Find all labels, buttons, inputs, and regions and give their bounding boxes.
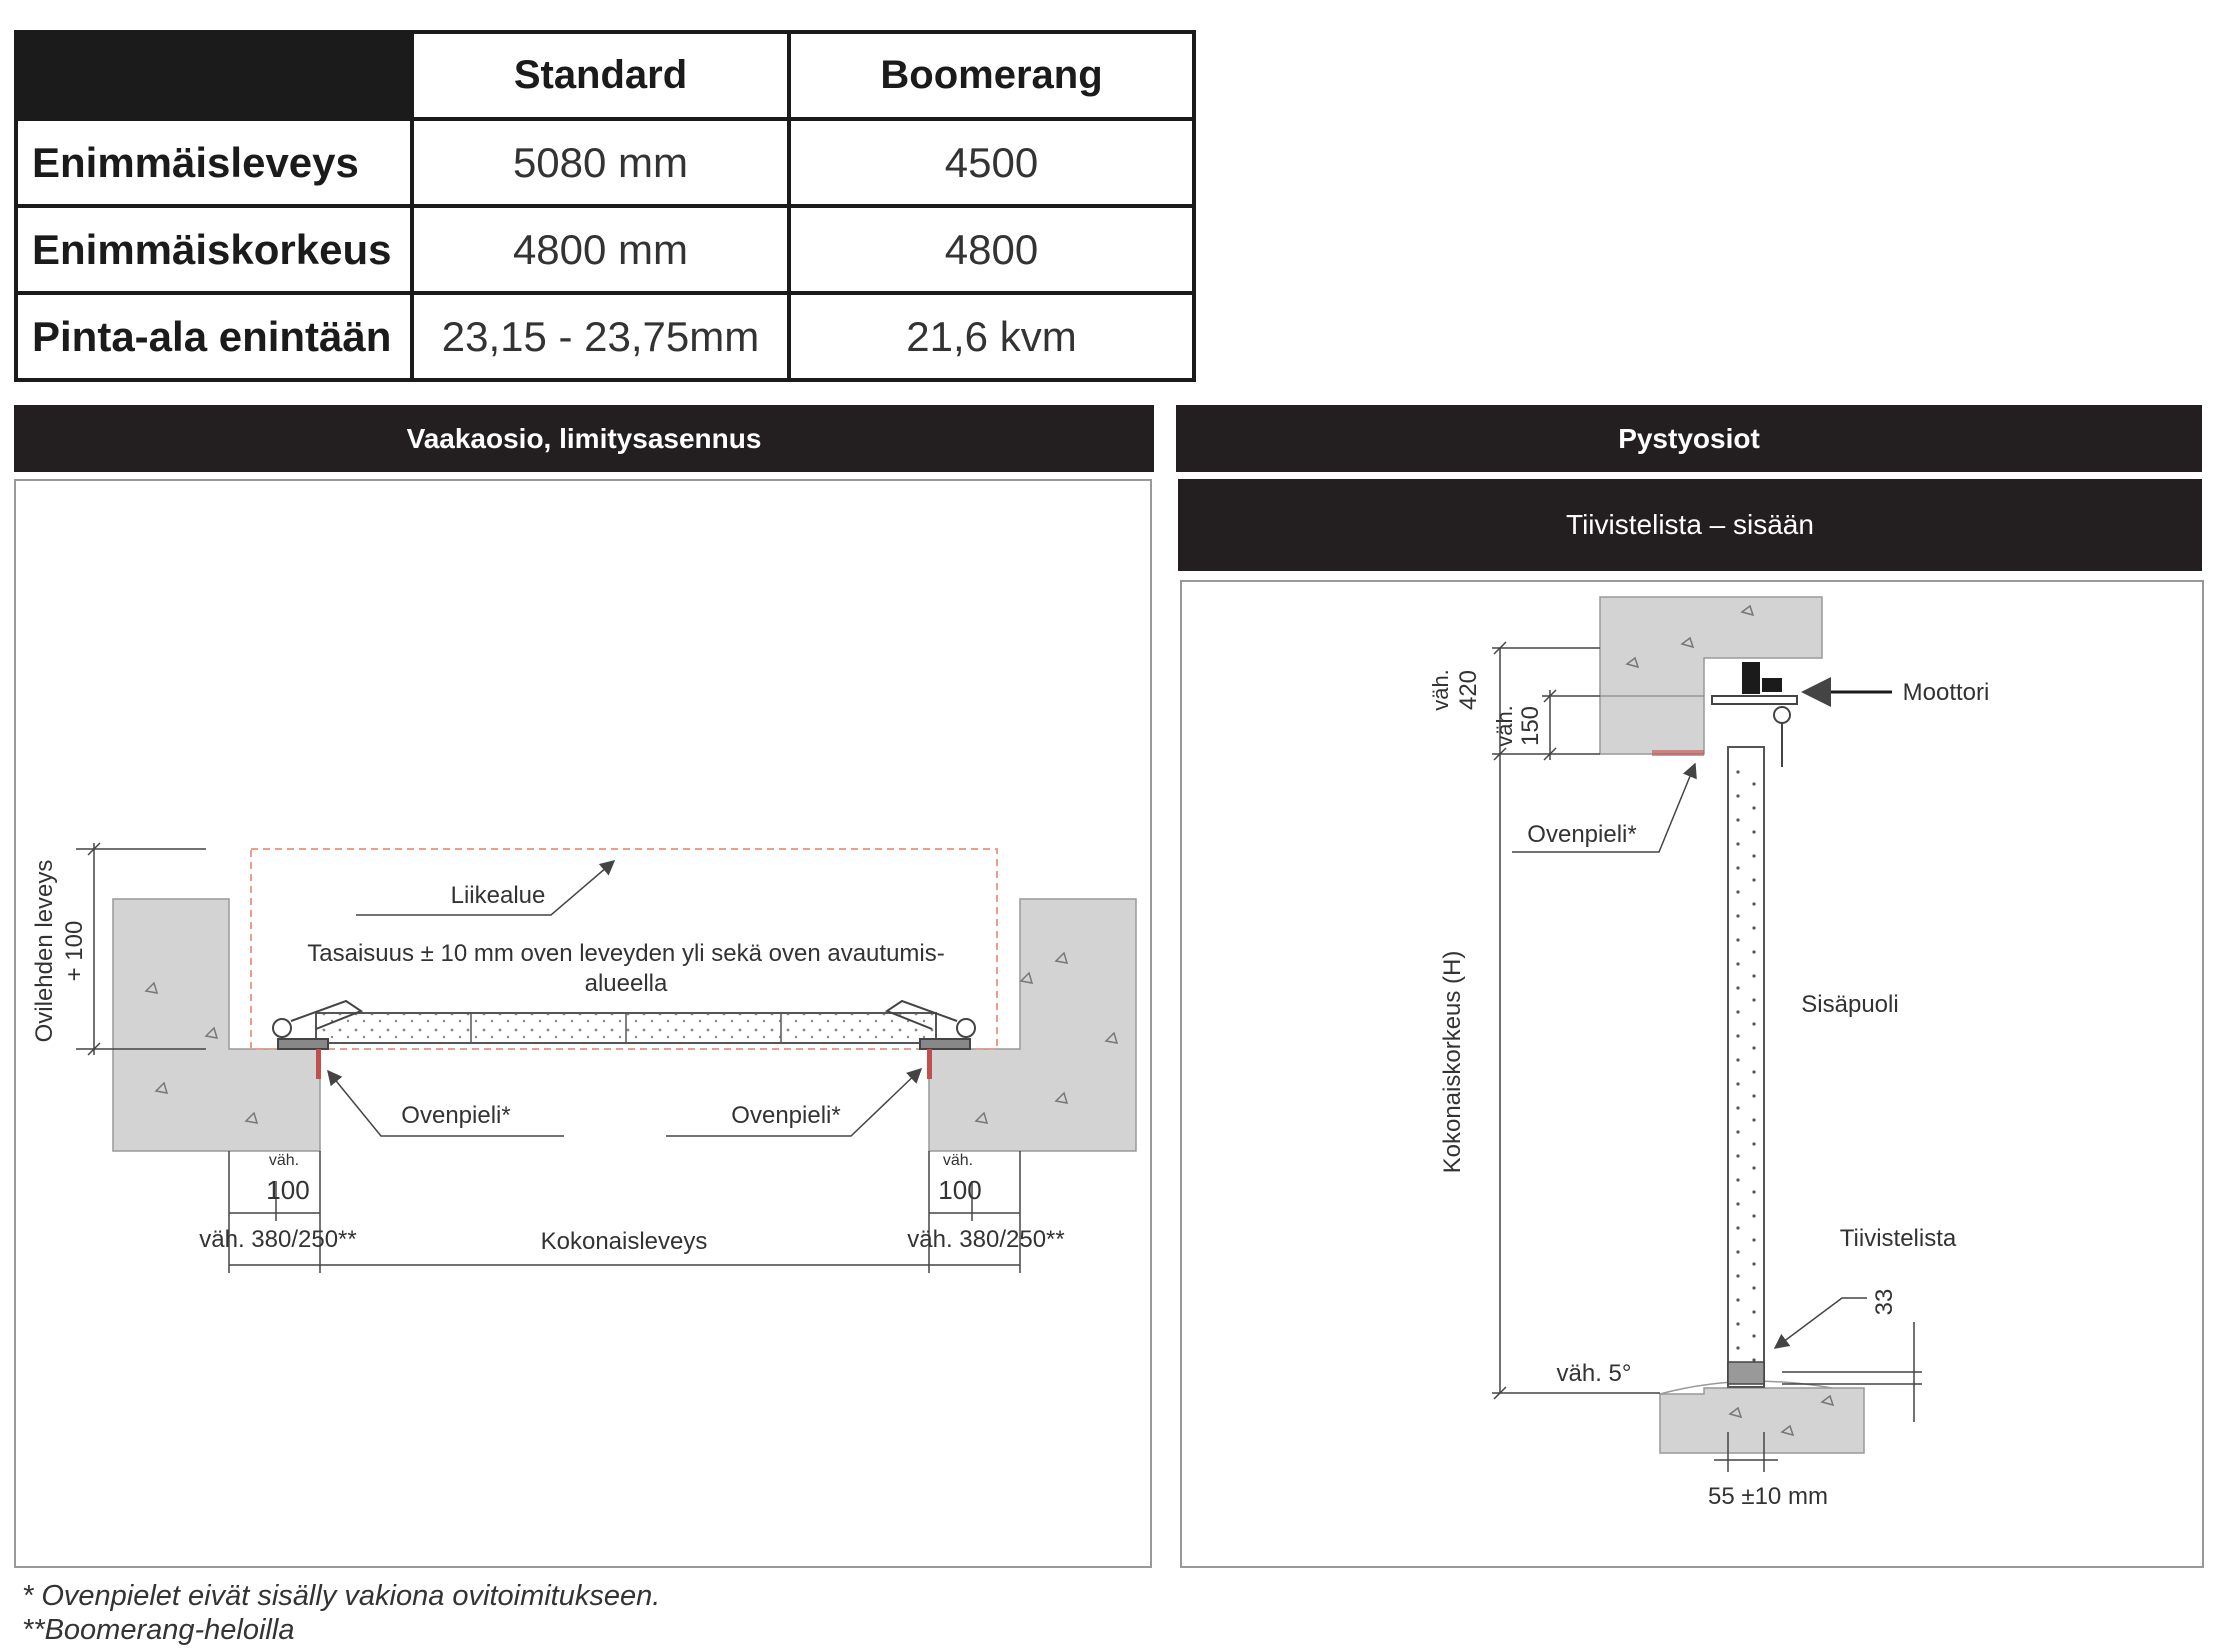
label-55-mm: 55 ±10 mm [1708,1483,1828,1510]
label-vah-right: väh. [942,1152,974,1169]
label-100-left: 100 [266,1175,310,1205]
cell-boomerang: 21,6 kvm [789,293,1194,380]
label-380-250-left: väh. 380/250** [199,1226,357,1253]
door-leaf-vertical [1728,747,1764,1387]
table-row [16,293,1194,380]
right-wall [929,899,1136,1151]
label-ovenpieli-left: Ovenpieli* [401,1102,511,1129]
footnote-2: **Boomerang-heloilla [22,1614,295,1646]
left-jamb [316,1049,321,1079]
label-ovilehden-leveys: Ovilehden leveys [31,859,58,1043]
table-row [16,119,1194,206]
label-sisapuoli: Sisäpuoli [1801,991,1899,1018]
left-wall [113,899,320,1151]
label-33: 33 [1871,1288,1898,1316]
vertical-section-panel [1180,580,2204,1568]
cell-standard: 5080 mm [412,119,789,206]
horizontal-section-drawing [16,481,1154,1570]
lintel [1600,597,1822,754]
label-vah-420-b: 420 [1455,669,1482,711]
right-section-subheader: Tiivistelista – sisään [1178,479,2202,571]
footnote-1: * Ovenpielet eivät sisälly vakiona ovitoimitukseen. [22,1580,661,1612]
label-ovenpieli-right: Ovenpieli* [731,1102,841,1129]
label-moottori: Moottori [1902,679,1990,706]
table-corner-cell [16,32,412,119]
label-vah-150-b: 150 [1517,705,1544,747]
label-vah-420-a: väh. [1428,669,1453,711]
label-tiivistelista: Tiivistelista [1839,1225,1957,1252]
label-liikealue: Liikealue [450,882,546,909]
label-kokonaiskorkeus: Kokonaiskorkeus (H) [1439,950,1466,1174]
right-jamb [927,1049,932,1079]
label-380-250-right: väh. 380/250** [907,1226,1065,1253]
vertical-section-drawing [1182,582,2206,1570]
label-tasaisuus-line2: alueella [584,970,668,997]
horizontal-section-panel [14,479,1152,1568]
spec-table [14,30,1196,382]
column-header-standard: Standard [412,32,789,119]
floor [1660,1388,1864,1453]
label-ovenpieli: Ovenpieli* [1527,821,1637,848]
table-header-row [16,32,1194,119]
cell-boomerang: 4800 [789,206,1194,293]
row-label: Enimmäiskorkeus [16,206,412,293]
cell-boomerang: 4500 [789,119,1194,206]
cell-standard: 23,15 - 23,75mm [412,293,789,380]
label-vah-left: väh. [268,1152,300,1169]
table-row [16,206,1194,293]
row-label: Pinta-ala enintään [16,293,412,380]
column-header-boomerang: Boomerang [789,32,1194,119]
right-section-header: Pystyosiot [1176,405,2202,472]
cell-standard: 4800 mm [412,206,789,293]
label-vah-5: väh. 5° [1556,1360,1632,1387]
label-100-right: 100 [938,1175,982,1205]
left-section-header: Vaakaosio, limitysasennus [14,405,1154,472]
label-kokonaisleveys: Kokonaisleveys [540,1228,708,1255]
label-plus-100: + 100 [61,920,88,982]
label-vah-150-a: väh. [1492,705,1517,747]
label-tasaisuus-line1: Tasaisuus ± 10 mm oven leveyden yli sekä oven avautumis- [307,940,945,967]
motor [1742,662,1760,694]
row-label: Enimmäisleveys [16,119,412,206]
